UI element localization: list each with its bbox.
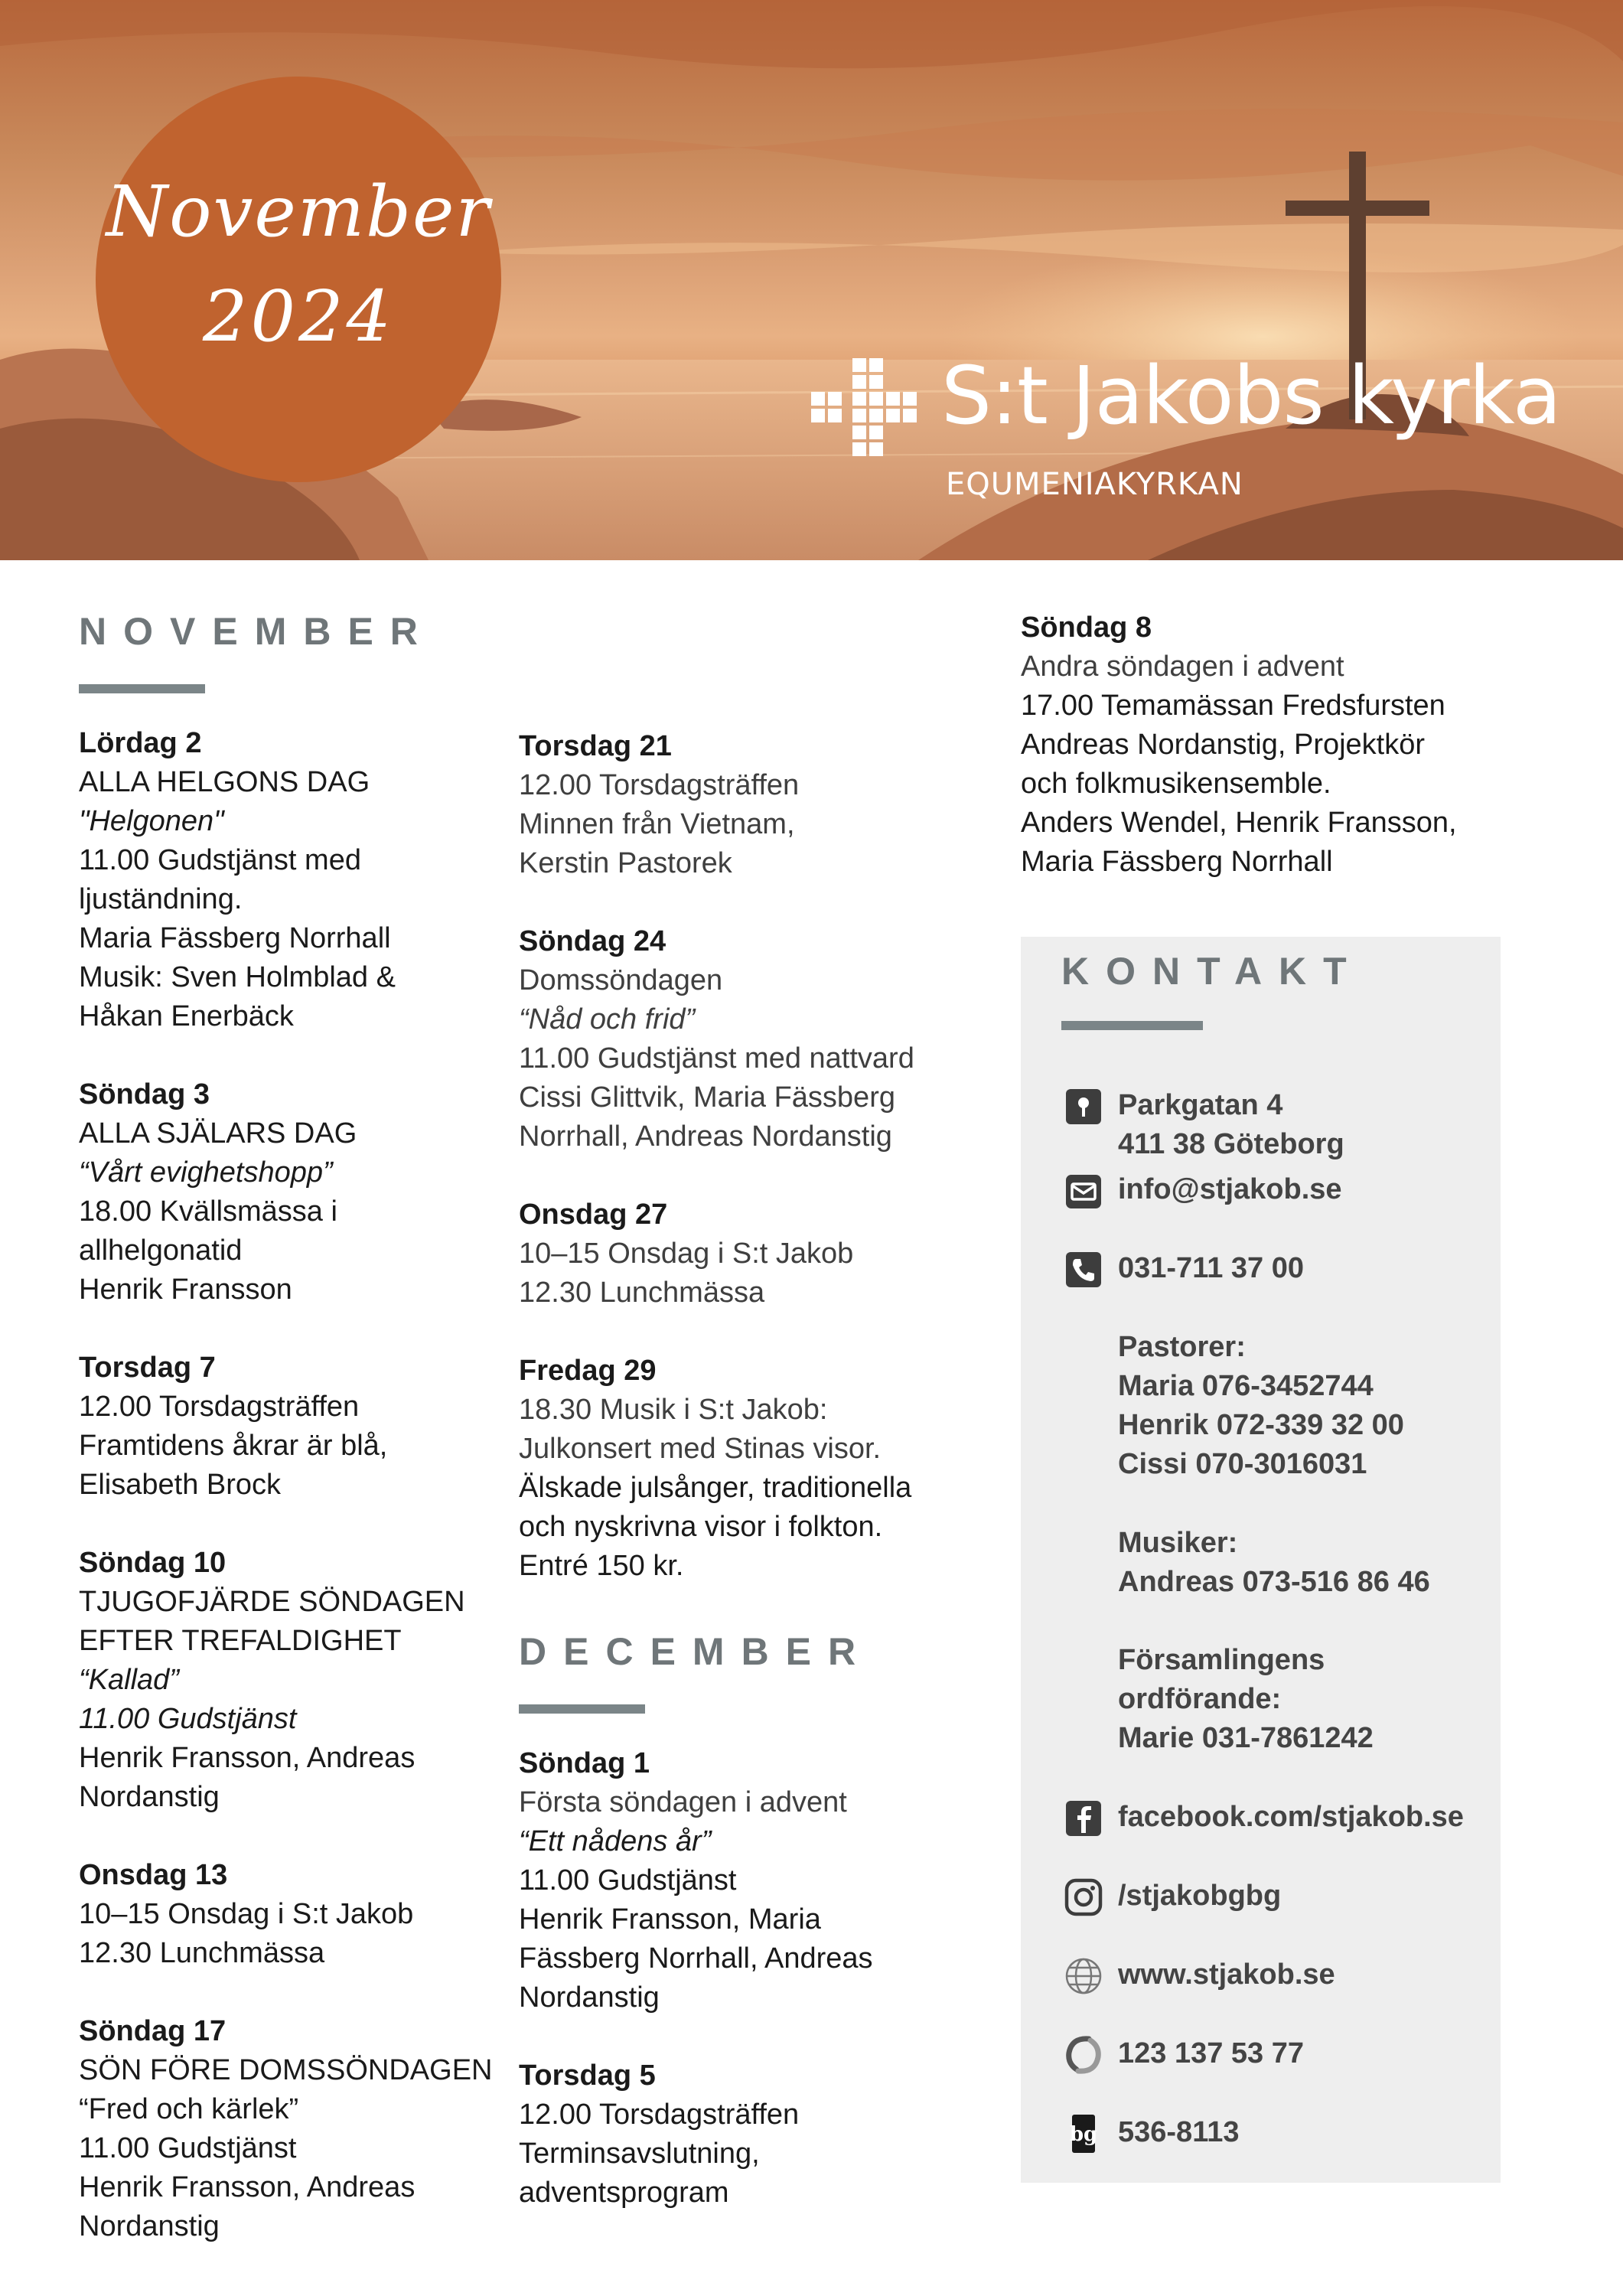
event-line: “Vårt evighetshopp” <box>79 1156 333 1189</box>
event-line: Nordanstig <box>79 2210 220 2242</box>
church-name: S:t Jakobs kyrka <box>941 349 1561 442</box>
event-line: Cissi Glittvik, Maria Fässberg <box>519 1081 895 1114</box>
event-line: Elisabeth Brock <box>79 1469 282 1501</box>
december-events-col2 <box>519 1744 978 2213</box>
event-line: Henrik Fransson, Maria <box>519 1903 821 1936</box>
contact-text <box>1118 1249 1304 1288</box>
november-events-col2 <box>519 727 978 1586</box>
event-line: Anders Wendel, Henrik Fransson, <box>1021 807 1457 839</box>
event-day: Onsdag 27 <box>519 1199 668 1231</box>
event-line: “Nåd och frid” <box>519 1003 696 1035</box>
contact-text <box>1118 2034 1304 2073</box>
column-2 <box>519 727 978 2252</box>
december-heading: DECEMBER <box>519 1630 873 1673</box>
event-item <box>519 727 978 883</box>
event-day: Söndag 24 <box>519 925 666 957</box>
event-line: 11.00 Gudstjänst <box>79 2132 297 2164</box>
event-line: 10–15 Onsdag i S:t Jakob <box>79 1898 414 1930</box>
event-line: 11.00 Gudstjänst <box>79 1703 297 1735</box>
event-line: Älskade julsånger, traditionella <box>519 1472 912 1504</box>
contact-item[interactable] <box>1061 1955 1335 2000</box>
contact-line: Marie 031-7861242 <box>1118 1722 1374 1754</box>
event-day: Söndag 17 <box>79 2015 227 2047</box>
event-line: Norrhall, Andreas Nordanstig <box>519 1120 892 1153</box>
contact-item <box>1061 1086 1344 1164</box>
event-line: 10–15 Onsdag i S:t Jakob <box>519 1238 854 1270</box>
event-item <box>79 2012 492 2246</box>
event-day: Lördag 2 <box>79 727 202 759</box>
event-line: 12.30 Lunchmässa <box>519 1277 765 1309</box>
location-icon <box>1061 1084 1106 1129</box>
month-year: 2024 <box>202 276 395 357</box>
contact-text <box>1118 2113 1240 2152</box>
church-subtitle: EQUMENIAKYRKAN <box>946 467 1243 502</box>
contact-box <box>1021 937 1501 2183</box>
event-line: Julkonsert med Stinas visor. <box>519 1433 882 1465</box>
event-item <box>79 724 492 1036</box>
contact-text <box>1118 1170 1342 1209</box>
event-day: Onsdag 13 <box>79 1859 228 1891</box>
event-day: Torsdag 21 <box>519 730 672 762</box>
contact-line: facebook.com/stjakob.se <box>1118 1801 1464 1833</box>
event-item <box>519 1744 978 2017</box>
contact-line: Musiker: <box>1118 1527 1238 1559</box>
event-line: 12.00 Torsdagsträffen <box>79 1391 360 1423</box>
contact-line: ordförande: <box>1118 1683 1282 1715</box>
event-line: Maria Fässberg Norrhall <box>79 922 391 954</box>
event-line: Håkan Enerbäck <box>79 1000 294 1032</box>
contact-line: info@stjakob.se <box>1118 1173 1342 1205</box>
event-day: Söndag 10 <box>79 1547 227 1579</box>
event-line: Nordanstig <box>79 1781 220 1813</box>
contact-line: 411 38 Göteborg <box>1118 1128 1344 1160</box>
event-line: EFTER TREFALDIGHET <box>79 1625 402 1657</box>
event-line: Terminsavslutning, <box>519 2138 760 2170</box>
contact-line: Församlingens <box>1118 1644 1325 1676</box>
contact-item <box>1061 1328 1404 1484</box>
contact-item[interactable] <box>1061 1249 1304 1293</box>
event-day: Söndag 8 <box>1021 612 1152 644</box>
november-events-col1 <box>79 724 492 2246</box>
event-line: TJUGOFJÄRDE SÖNDAGEN <box>79 1586 465 1618</box>
event-line: Henrik Fransson, Andreas <box>79 1742 416 1774</box>
event-line: Maria Fässberg Norrhall <box>1021 846 1333 878</box>
event-line: ljuständning. <box>79 883 243 915</box>
contact-line: Pastorer: <box>1118 1331 1246 1363</box>
instagram-icon <box>1061 1875 1106 1919</box>
event-line: "Helgonen" <box>79 805 224 837</box>
contact-line: Henrik 072-339 32 00 <box>1118 1409 1404 1441</box>
contact-text <box>1118 1086 1344 1164</box>
contact-divider <box>1061 1021 1203 1030</box>
event-line: 11.00 Gudstjänst med <box>79 844 361 876</box>
mail-icon <box>1061 1169 1106 1213</box>
event-line: Musik: Sven Holmblad & <box>79 961 396 993</box>
globe-icon <box>1061 1954 1106 1998</box>
event-line: allhelgonatid <box>79 1234 243 1267</box>
contact-item[interactable] <box>1061 2113 1240 2157</box>
contact-line: Andreas 073-516 86 46 <box>1118 1566 1430 1598</box>
november-divider <box>79 684 205 693</box>
contact-heading: KONTAKT <box>1061 950 1364 993</box>
event-item <box>519 922 978 1156</box>
contact-line: 536-8113 <box>1118 2116 1240 2148</box>
column-3 <box>1021 608 1541 921</box>
event-item <box>519 1352 978 1586</box>
event-line: 17.00 Temamässan Fredsfursten <box>1021 690 1445 722</box>
contact-item[interactable] <box>1061 1170 1342 1215</box>
december-divider <box>519 1704 645 1714</box>
event-line: 11.00 Gudstjänst <box>519 1864 737 1896</box>
month-name: November <box>106 171 491 253</box>
event-day: Söndag 3 <box>79 1078 210 1110</box>
event-item <box>79 1856 492 1973</box>
event-item <box>1021 608 1541 882</box>
event-line: Minnen från Vietnam, <box>519 808 795 840</box>
contact-line: Maria 076-3452744 <box>1118 1370 1374 1402</box>
month-badge <box>96 77 501 482</box>
contact-line: 031-711 37 00 <box>1118 1252 1305 1284</box>
event-line: ALLA SJÄLARS DAG <box>79 1117 357 1150</box>
event-line: 18.00 Kvällsmässa i <box>79 1195 337 1228</box>
event-line: Henrik Fransson <box>79 1274 292 1306</box>
event-line: och nyskrivna visor i folkton. <box>519 1511 883 1543</box>
event-line: Första söndagen i advent <box>519 1786 847 1818</box>
contact-text <box>1118 1798 1464 1837</box>
contact-text <box>1118 1955 1335 1994</box>
event-line: “Kallad” <box>79 1664 179 1696</box>
event-line: Fässberg Norrhall, Andreas <box>519 1942 873 1975</box>
event-day: Torsdag 5 <box>519 2060 656 2092</box>
contact-line: Parkgatan 4 <box>1118 1089 1283 1121</box>
event-line: Andra söndagen i advent <box>1021 651 1344 683</box>
contact-item[interactable] <box>1061 2034 1304 2079</box>
event-line: Entré 150 kr. <box>519 1550 684 1582</box>
phone-icon <box>1061 1247 1106 1292</box>
bankgiro-icon <box>1061 2112 1106 2156</box>
december-events-col3 <box>1021 608 1541 882</box>
event-line: Nordanstig <box>519 1981 660 2014</box>
event-line: 12.00 Torsdagsträffen <box>519 769 800 801</box>
contact-text <box>1118 1328 1404 1484</box>
event-line: Henrik Fransson, Andreas <box>79 2171 416 2203</box>
contact-item <box>1061 1641 1374 1758</box>
contact-line: Cissi 070-3016031 <box>1118 1448 1367 1480</box>
contact-item <box>1061 1524 1430 1602</box>
contact-line: 123 137 53 77 <box>1118 2037 1305 2069</box>
event-item <box>519 1195 978 1313</box>
event-item <box>519 2056 978 2213</box>
event-line: 12.00 Torsdagsträffen <box>519 2099 800 2131</box>
event-line: 18.30 Musik i S:t Jakob: <box>519 1394 828 1426</box>
event-item <box>79 1544 492 1817</box>
event-line: och folkmusikensemble. <box>1021 768 1331 800</box>
header-banner <box>0 0 1623 560</box>
contact-item[interactable] <box>1061 1877 1281 1921</box>
event-day: Torsdag 7 <box>79 1352 216 1384</box>
contact-line: www.stjakob.se <box>1118 1958 1335 1991</box>
cross-grid-icon <box>811 358 926 473</box>
event-item <box>79 1075 492 1309</box>
event-line: 11.00 Gudstjänst med nattvard <box>519 1042 914 1075</box>
contact-text <box>1118 1524 1430 1602</box>
contact-text <box>1118 1877 1281 1916</box>
event-day: Fredag 29 <box>519 1355 657 1387</box>
contact-item[interactable] <box>1061 1798 1464 1842</box>
column-1 <box>79 605 492 2285</box>
svg-text:bg: bg <box>1069 2123 1098 2146</box>
event-line: Kerstin Pastorek <box>519 847 732 879</box>
swish-icon <box>1061 2033 1106 2077</box>
event-line: 12.30 Lunchmässa <box>79 1937 325 1969</box>
event-line: ALLA HELGONS DAG <box>79 766 370 798</box>
event-line: Framtidens åkrar är blå, <box>79 1430 388 1462</box>
event-item <box>79 1349 492 1505</box>
november-heading: NOVEMBER <box>79 610 435 653</box>
event-line: “Fred och kärlek” <box>79 2093 299 2125</box>
facebook-icon <box>1061 1796 1106 1841</box>
event-line: Andreas Nordanstig, Projektkör <box>1021 729 1426 761</box>
event-day: Söndag 1 <box>519 1747 650 1779</box>
contact-text <box>1118 1641 1374 1758</box>
event-line: SÖN FÖRE DOMSSÖNDAGEN <box>79 2054 493 2086</box>
event-line: Domssöndagen <box>519 964 723 996</box>
event-line: adventsprogram <box>519 2177 729 2209</box>
contact-line: /stjakobgbg <box>1118 1880 1282 1912</box>
event-line: “Ett nådens år” <box>519 1825 712 1857</box>
